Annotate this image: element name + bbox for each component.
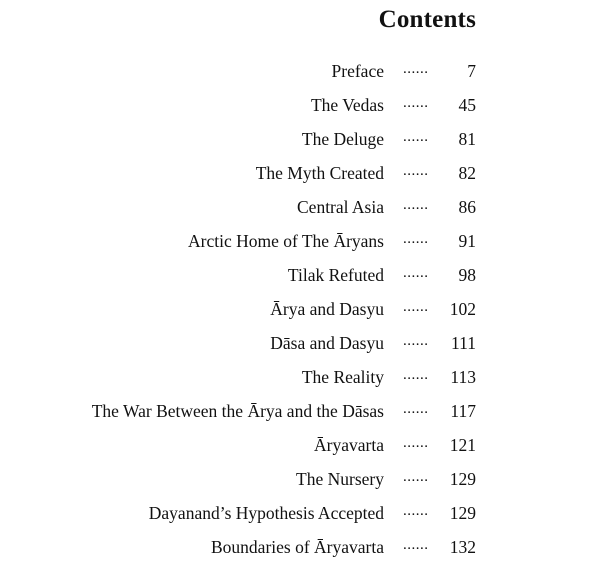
toc-entry-title: The Vedas: [310, 95, 384, 115]
toc-page-number: 86: [458, 197, 476, 217]
toc-entry-title: Preface: [331, 61, 384, 81]
toc-page-number: 113: [450, 367, 476, 387]
toc-entry: [0, 58, 600, 92]
toc-page-number: 45: [458, 95, 476, 115]
toc-page-number: 121: [449, 435, 476, 455]
toc-entry: [0, 364, 600, 398]
page-title: Contents: [378, 6, 476, 33]
toc-page-number: 98: [458, 265, 476, 285]
toc-leader-dots: ......: [403, 435, 429, 451]
toc-leader-dots: ......: [403, 537, 429, 553]
toc-leader-dots: ......: [403, 197, 429, 213]
toc-leader-dots: ......: [403, 95, 429, 111]
toc-entry-title: Ārya and Dasyu: [270, 299, 384, 319]
toc-entry-title: Tilak Refuted: [287, 265, 384, 285]
toc-entry-title: Dāsa and Dasyu: [270, 333, 384, 353]
toc-page-number: 81: [458, 129, 476, 149]
toc-entry: [0, 398, 600, 432]
toc-leader-dots: ......: [403, 129, 429, 145]
toc-page-number: 129: [449, 469, 476, 489]
toc-leader-dots: ......: [403, 265, 429, 281]
toc-page-number: 7: [467, 61, 476, 81]
toc-leader-dots: ......: [403, 503, 429, 519]
toc-entry: [0, 92, 600, 126]
toc-entry-title: Central Asia: [297, 197, 384, 217]
toc-page-number: 129: [449, 503, 476, 523]
toc-leader-dots: ......: [403, 231, 429, 247]
toc-page-number: 117: [450, 401, 476, 421]
toc-entry-title: The Deluge: [301, 129, 384, 149]
toc-entry: [0, 296, 600, 330]
toc-entry-title: The War Between the Ārya and the Dāsas: [91, 401, 384, 421]
toc-page-number: 102: [449, 299, 476, 319]
toc-entry-title: Dayanand’s Hypothesis Accepted: [148, 503, 384, 523]
toc-leader-dots: ......: [403, 469, 429, 485]
toc-entry: [0, 228, 600, 262]
toc-entry: [0, 466, 600, 500]
toc-entry: [0, 330, 600, 364]
toc-leader-dots: ......: [403, 163, 429, 179]
toc-entry: [0, 194, 600, 228]
toc-entry: [0, 160, 600, 194]
toc-entry: [0, 126, 600, 160]
toc-page-number: 91: [458, 231, 476, 251]
table-of-contents: [0, 58, 600, 568]
toc-entry: [0, 262, 600, 296]
toc-leader-dots: ......: [403, 333, 429, 349]
toc-leader-dots: ......: [403, 299, 429, 315]
toc-entry-title: The Nursery: [296, 469, 384, 489]
toc-page-number: 111: [451, 333, 476, 353]
toc-leader-dots: ......: [403, 401, 429, 417]
toc-page-number: 132: [449, 537, 476, 557]
toc-entry-title: The Reality: [301, 367, 384, 387]
toc-leader-dots: ......: [403, 367, 429, 383]
toc-entry-title: The Myth Created: [255, 163, 384, 183]
toc-entry: [0, 534, 600, 568]
toc-entry-title: Arctic Home of The Āryans: [187, 231, 384, 251]
toc-entry-title: Āryavarta: [314, 435, 384, 455]
toc-entry: [0, 432, 600, 466]
toc-page-number: 82: [458, 163, 476, 183]
toc-leader-dots: ......: [403, 61, 429, 77]
toc-entry: [0, 500, 600, 534]
toc-entry-title: Boundaries of Āryavarta: [211, 537, 384, 557]
